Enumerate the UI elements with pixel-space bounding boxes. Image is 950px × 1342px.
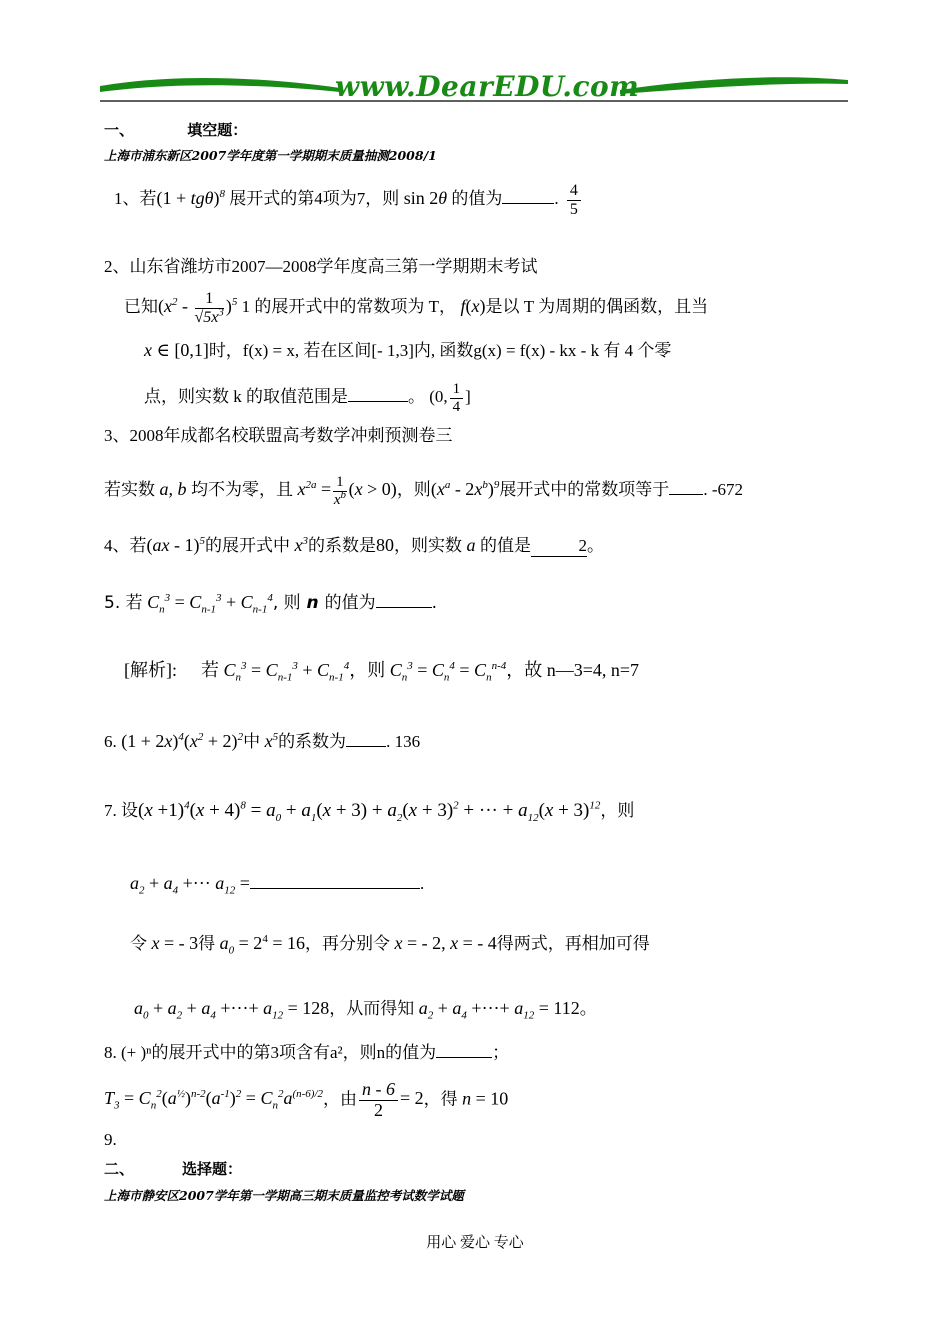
q1-sin: sin 2θ <box>399 188 448 208</box>
q2-blank <box>348 401 408 402</box>
q2-line3: 点，则实数 k 的取值范围是 。 (0, $\frac{1}{4}$ ] <box>144 381 471 415</box>
question-1: 1、若$(1 + tg\theta)^8$ 展开式的第4项为7，则 sin 2θ 的值为 . $\frac{4}{5}$ <box>114 182 583 218</box>
q7-solution-2: $a_0 + a_2 + a_4$ +···+ $a_{12} = 128$，从而得知 $a_2 + a_4$ +···+ $a_{12} = 112$。 <box>134 998 597 1022</box>
section1-number: 一、 <box>104 121 135 139</box>
q1-answer: $\frac{4}{5}$ <box>567 182 581 218</box>
question-6: 6. $(1 + 2x)^4(x^2 + 2)^2$中 $x^5$的系数为 . 136 <box>104 731 421 751</box>
q3-line: 若实数 a, b 均不为零，且 $x^{2a}$ = $\frac{1}{x^b}$ (x > 0)，则$(x^a - 2x^b)^9$展开式中的常数项等于 . -672 <box>104 474 743 508</box>
question-8: 8. (+ )ⁿ的展开式中的第3项含有a²，则n的值为 ； <box>104 1043 510 1062</box>
q2-title: 2、山东省潍坊市2007—2008学年度高三第一学期期末考试 <box>104 257 538 276</box>
q2-line1: 已知($x^2$ - $\frac{1}{√5x^3}$ )$^5$ 1 的展开式中的常数项为 T， f(x)是以 T 为周期的偶函数，且当 <box>124 290 709 326</box>
q1-suffix: 的值为 <box>451 189 503 208</box>
section1-heading <box>104 121 247 139</box>
section2-heading: 二、 选择题： <box>104 1160 243 1178</box>
q2-line2: x ∈ [0,1]时，f(x) = x, 若在区间[- 1,3]内, 函数g(x) = f(x) - kx - k 有 4 个零 <box>144 340 672 360</box>
question-7: 7. 设$(x +1)^4(x + 4)^8 = a_0 + a_1(x + 3) + a_2(x + 3)^2$ + ··· + $a_{12}(x + 3)^{12}$，则 <box>104 799 635 824</box>
q7-ask: $a_2 + a_4$ +··· $a_{12}$ = . <box>130 873 425 897</box>
footer: 用心 爱心 专心 <box>426 1235 524 1251</box>
q3-title: 3、2008年成都名校联盟高考数学冲刺预测卷三 <box>104 426 453 445</box>
header-logo <box>100 68 848 108</box>
q1-middle: 展开式的第4项为7，则 <box>229 189 400 208</box>
q8-solution: $T_3 = C_n^2(a^{\frac{1}{2}})^{n-2}(a^{-1})^2 = C_n^2a^{(n-6)/2}$，由 $\frac{n - 6}{2}$ = 2，得 n = 10 <box>104 1079 509 1120</box>
source2: 上海市静安区2007学年第一学期高三期末质量监控考试数学试题 <box>104 1188 464 1203</box>
q7-solution-1: 令 x = - 3得 $a_0 = 2^4 = 16$，再分别令 x = - 2, x = - 4得两式，再相加可得 <box>130 933 650 957</box>
q1-formula: $(1 + tg\theta)^8$ <box>156 188 225 208</box>
q1-prefix: 1、若 <box>114 189 157 208</box>
question-5: 5. 若 $C_n^3 = C_{n-1}^3 + C_{n-1}^4$, 则 n 的值为 . <box>104 592 437 616</box>
logo-text: www.DearEDU.com <box>335 70 640 103</box>
section1-title: 填空题： <box>187 121 248 139</box>
q1-blank <box>502 203 554 204</box>
question-4: 4、若(ax - 1)$^5$的展开式中 $x^3$的系数是80，则实数 a 的值是 2。 <box>104 535 604 557</box>
q5-analysis: [解析]: 若 $C_n^3 = C_{n-1}^3 + C_{n-1}^4$，则 $C_n^3 = C_n^4 = C_n^{n-4}$，故 n—3=4, n=7 <box>124 660 640 684</box>
source1: 上海市浦东新区2007学年度第一学期期末质量抽测2008/1 <box>104 148 437 163</box>
question-9: 9. <box>104 1130 117 1149</box>
